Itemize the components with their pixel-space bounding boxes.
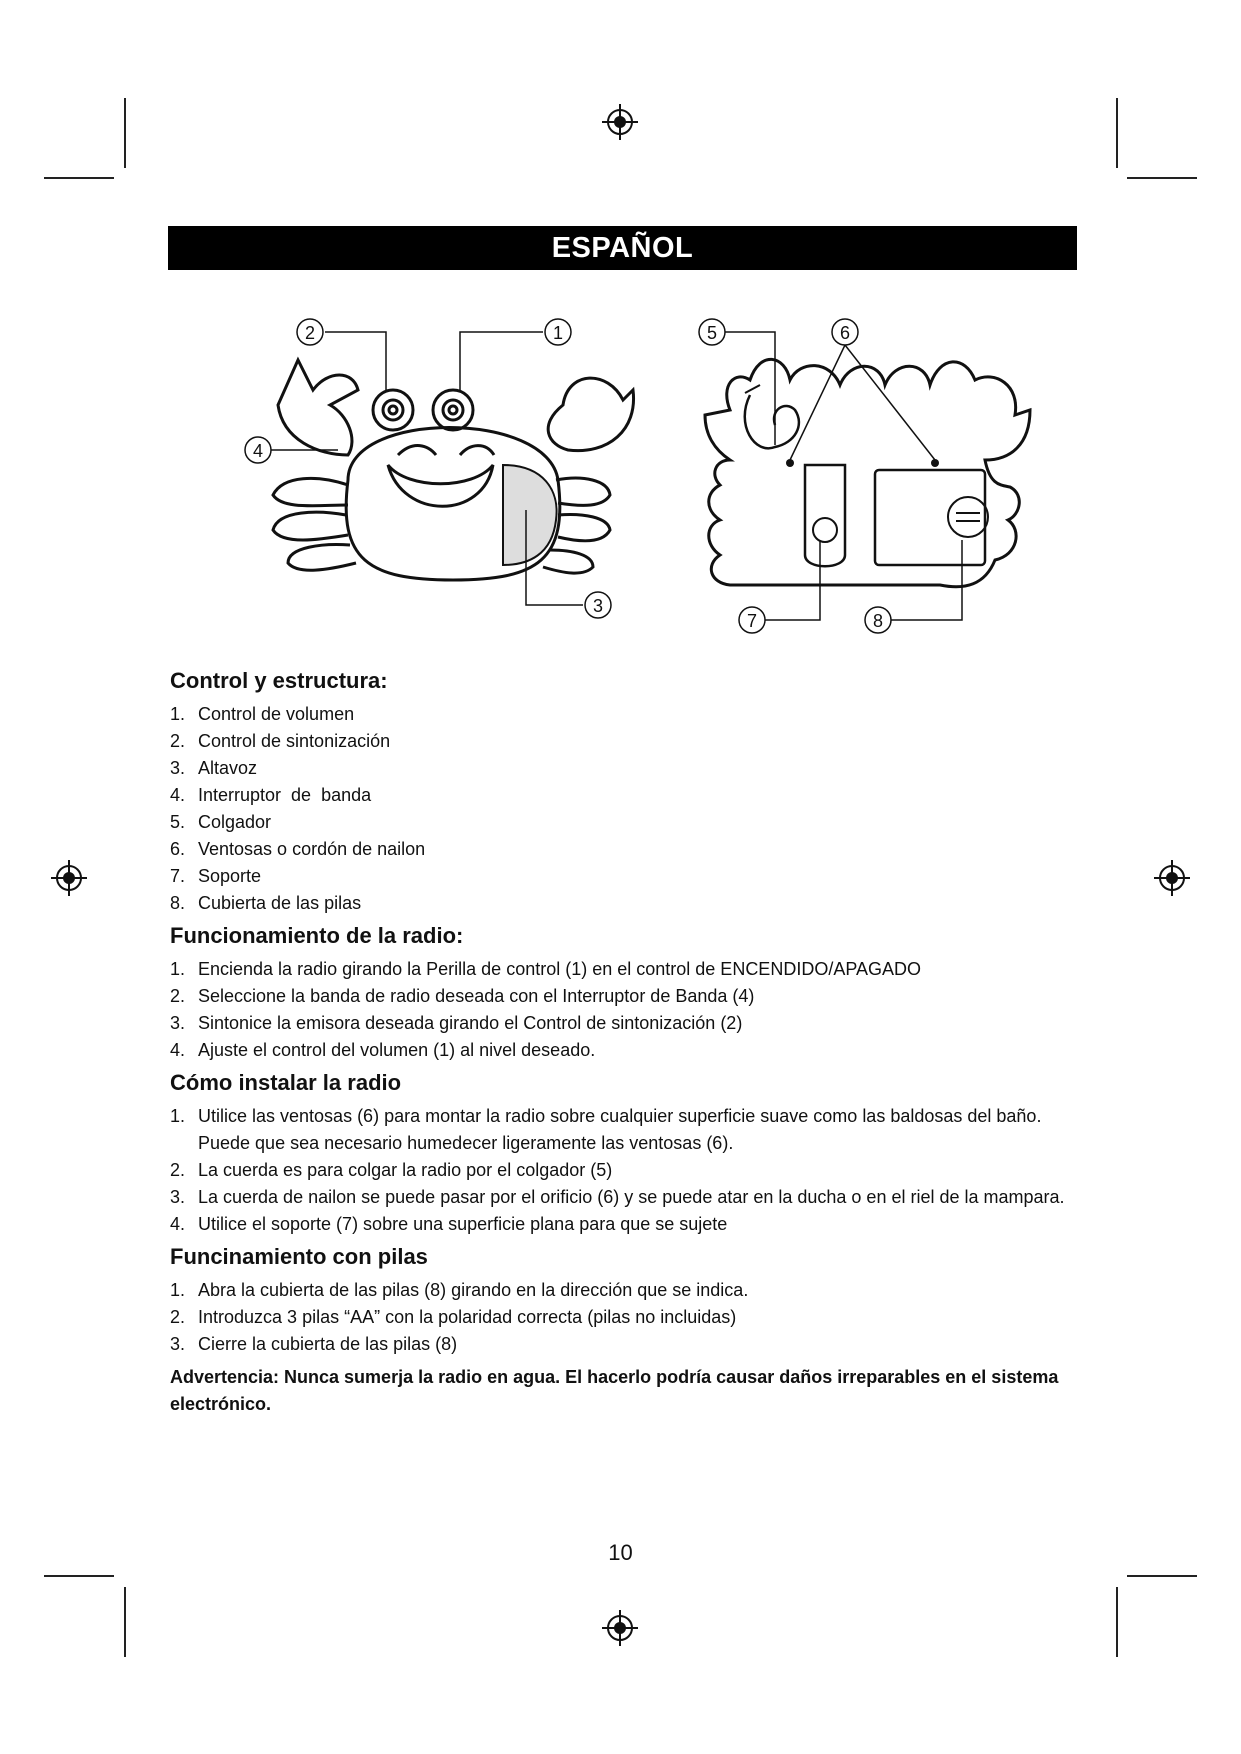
callout-1-label: 1 [552,323,564,343]
section-title-batteries: Funcinamiento con pilas [170,1244,428,1269]
item-number: 2. [170,731,186,751]
item-text: Seleccione la banda de radio deseada con el Interruptor de Banda (4) [198,986,755,1006]
callout-6-label: 6 [839,323,851,343]
list-item [170,836,1075,863]
callout-4-label: 4 [252,441,264,461]
section-title-controls: Control y estructura: [170,668,388,693]
list-item [170,1103,1075,1157]
crop-mark-bottom-left-h [44,1575,114,1577]
list-item [170,1277,1075,1304]
language-header [168,226,1077,270]
list-item [170,809,1075,836]
item-number: 4. [170,1214,186,1234]
item-text: Interruptor de banda [198,785,372,805]
item-text: Abra la cubierta de las pilas (8) girando en la dirección que se indica. [198,1280,749,1300]
list-item [170,782,1075,809]
item-text: Control de sintonización [198,731,391,751]
callout-2-label: 2 [304,323,316,343]
item-number: 1. [170,704,186,724]
item-text: Utilice las ventosas (6) para montar la radio sobre cualquier superficie suave como las baldosas del baño. Puede que sea necesario humedecer ligeramente las ventosas (6). [198,1106,1042,1153]
section-title-installation: Cómo instalar la radio [170,1070,402,1095]
item-number: 2. [170,1307,186,1327]
item-text: Introduzca 3 pilas “AA” con la polaridad correcta (pilas no incluidas) [198,1307,737,1327]
list-item [170,1304,1075,1331]
crop-mark-bottom-left-v [124,1587,126,1657]
item-number: 4. [170,1040,186,1060]
callout-3-label: 3 [592,596,604,616]
item-text: Control de volumen [198,704,355,724]
crop-mark-top-right-v [1116,98,1118,168]
list-item [170,1211,1075,1238]
list-item [170,755,1075,782]
crab-radio-back-figure [690,315,1040,655]
list-item [170,1157,1075,1184]
callout-5-label: 5 [706,323,718,343]
item-text: La cuerda es para colgar la radio por el colgador (5) [198,1160,613,1180]
warning-text: Advertencia: Nunca sumerja la radio en agua. El hacerlo podría causar daños irreparables en el sistema electrónico. [170,1367,1059,1414]
item-text: Altavoz [198,758,258,778]
crop-mark-top-left-v [124,98,126,168]
list-item [170,890,1075,917]
crop-mark-bottom-right-v [1116,1587,1118,1657]
item-text: Sintonice la emisora deseada girando el Control de sintonización (2) [198,1013,743,1033]
item-number: 1. [170,1106,186,1126]
item-number: 4. [170,785,186,805]
item-text: Colgador [198,812,272,832]
item-number: 7. [170,866,186,886]
item-text: Encienda la radio girando la Perilla de control (1) en el control de ENCENDIDO/APAGADO [198,959,922,979]
item-number: 6. [170,839,186,859]
crab-radio-front-figure [238,315,638,655]
item-text: Ajuste el control del volumen (1) al nivel deseado. [198,1040,596,1060]
list-item [170,956,1075,983]
crop-mark-top-left-h [44,177,114,179]
item-number: 1. [170,959,186,979]
list-item [170,701,1075,728]
list-item [170,1037,1075,1064]
operation-list [170,956,1075,1064]
list-item [170,728,1075,755]
item-text: Cubierta de las pilas [198,893,362,913]
list-item [170,863,1075,890]
registration-mark-icon [600,102,640,142]
item-text: Ventosas o cordón de nailon [198,839,426,859]
batteries-list [170,1277,1075,1358]
registration-mark-icon [49,858,89,898]
crop-mark-top-right-h [1127,177,1197,179]
item-text: La cuerda de nailon se puede pasar por el orificio (6) y se puede atar en la ducha o en el riel de la mampara. [198,1187,1065,1207]
list-item [170,983,1075,1010]
crop-mark-bottom-right-h [1127,1575,1197,1577]
item-text: Cierre la cubierta de las pilas (8) [198,1334,458,1354]
list-item [170,1331,1075,1358]
registration-mark-icon [600,1608,640,1648]
manual-content [170,668,1075,1418]
item-number: 8. [170,893,186,913]
installation-list [170,1103,1075,1238]
item-text: Utilice el soporte (7) sobre una superficie plana para que se sujete [198,1214,728,1234]
item-number: 2. [170,1160,186,1180]
item-number: 5. [170,812,186,832]
item-number: 2. [170,986,186,1006]
registration-mark-icon [1152,858,1192,898]
item-number: 3. [170,1187,186,1207]
controls-list [170,701,1075,917]
item-number: 3. [170,758,186,778]
section-title-operation: Funcionamiento de la radio: [170,923,464,948]
item-number: 1. [170,1280,186,1300]
page-number: 10 [608,1540,633,1565]
callout-8-label: 8 [872,611,884,631]
language-title: ESPAÑOL [551,231,694,264]
callout-7-label: 7 [746,611,758,631]
list-item [170,1184,1075,1211]
list-item [170,1010,1075,1037]
item-text: Soporte [198,866,262,886]
item-number: 3. [170,1013,186,1033]
item-number: 3. [170,1334,186,1354]
